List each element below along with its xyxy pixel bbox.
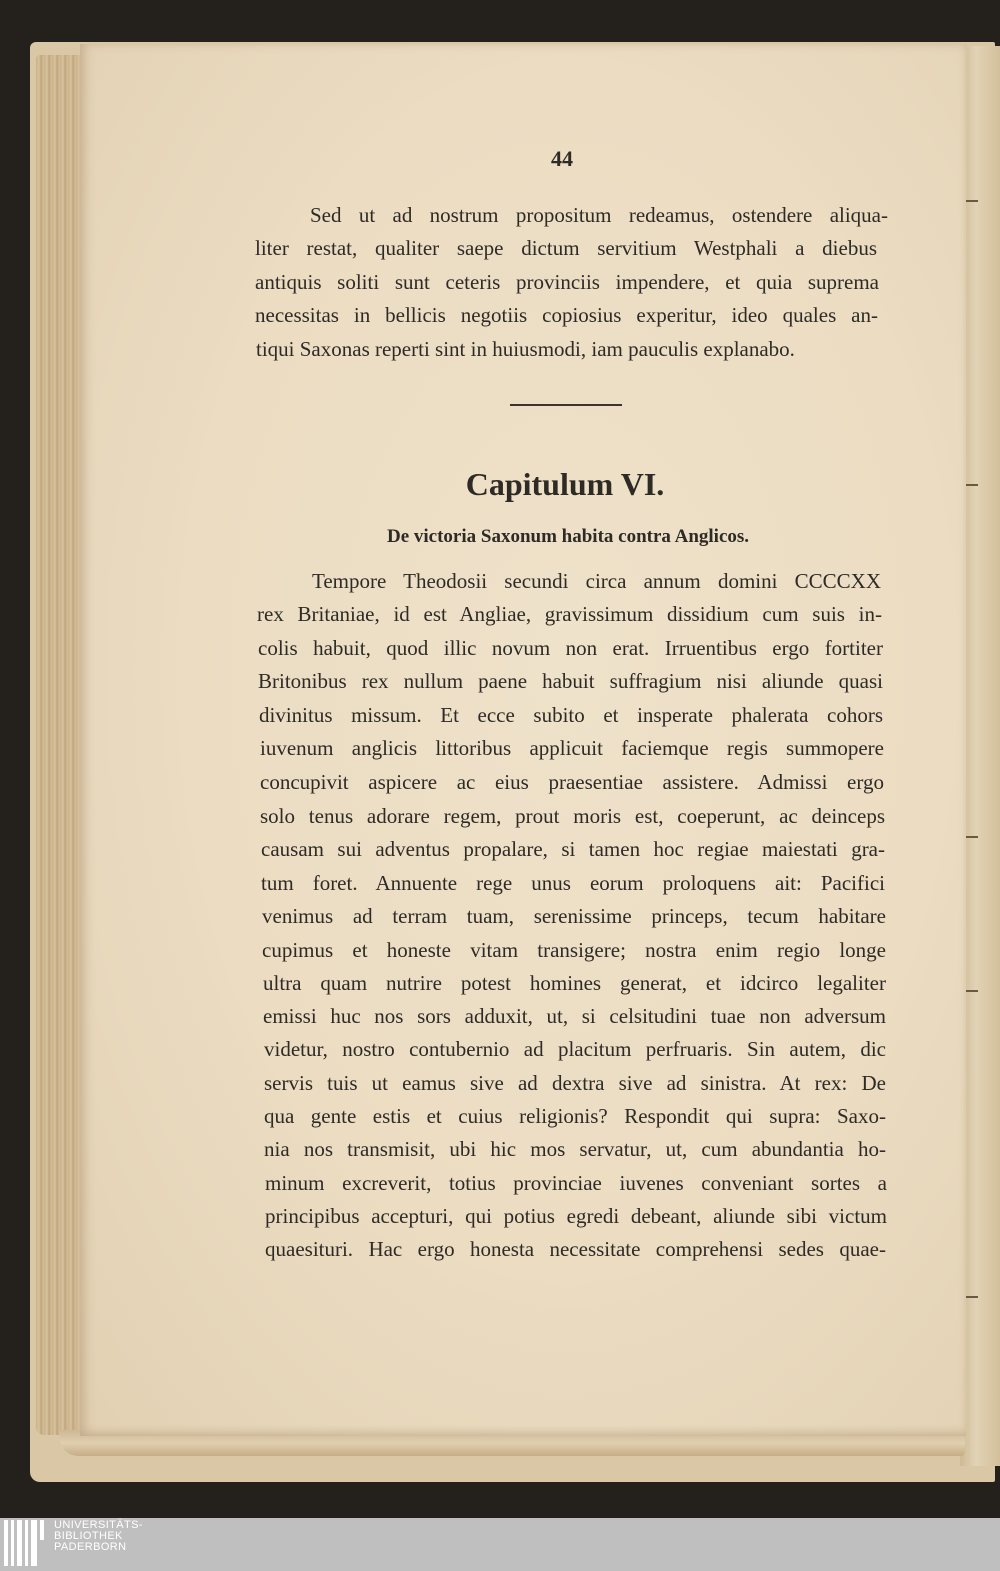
text-line: divinitus missum. Et ecce subito et insperate phalerata cohors	[259, 703, 883, 727]
text-line: Britonibus rex nullum paene habuit suffragium nisi aliunde quasi	[258, 669, 883, 693]
text-line: qua gente estis et cuius religionis? Respondit qui supra: Saxo-	[264, 1104, 886, 1128]
text-line: Tempore Theodosii secundi circa annum domini CCCCXX	[312, 569, 881, 593]
page-edges-right	[960, 46, 1000, 1466]
logo-line: BIBLIOTHEK	[54, 1530, 123, 1542]
page-edges-left	[36, 55, 82, 1435]
text-line: liter restat, qualiter saepe dictum servitium Westphali a diebus	[255, 236, 877, 260]
text-line: causam sui adventus propalare, si tamen hoc regiae maiestati gra-	[261, 837, 885, 861]
text-line: necessitas in bellicis negotiis copiosius experitur, ideo quales an-	[255, 303, 878, 327]
library-logo-text	[54, 1520, 143, 1553]
text-line: iuvenum anglicis littoribus applicuit faciemque regis summopere	[260, 736, 884, 760]
text-line: antiquis soliti sunt ceteris provinciis impendere, et quia suprema	[255, 270, 879, 294]
text-line: minum excreverit, totius provinciae iuvenes conveniant sortes a	[265, 1171, 887, 1195]
text-line: ultra quam nutrire potest homines generat, et idcirco legaliter	[263, 971, 886, 995]
text-line: solo tenus adorare regem, prout moris est, coeperunt, ac deinceps	[260, 804, 885, 828]
text-line: videtur, nostro contubernio ad placitum perfruaris. Sin autem, dic	[264, 1037, 886, 1061]
text-line: quaesituri. Hac ergo honesta necessitate comprehensi sedes quae-	[265, 1237, 886, 1261]
text-line: servis tuis ut eamus sive ad dextra sive ad sinistra. At rex: De	[264, 1071, 886, 1095]
text-line: emissi huc nos sors adduxit, ut, si celsitudini tuae non adversum	[263, 1004, 886, 1028]
text-line: concupivit aspicere ac eius praesentiae assistere. Admissi ergo	[260, 770, 884, 794]
text-line: tum foret. Annuente rege unus eorum proloquens ait: Pacifici	[261, 871, 885, 895]
text-line: tiqui Saxonas reperti sint in huiusmodi, iam pauculis explanabo.	[256, 337, 795, 361]
logo-line: UNIVERSITÄTS-	[54, 1519, 143, 1531]
chapter-heading: Capitulum VI.	[465, 466, 665, 502]
text-line: cupimus et honeste vitam transigere; nostra enim regio longe	[262, 938, 886, 962]
logo-line: PADERBORN	[54, 1541, 127, 1553]
text-line: rex Britaniae, id est Angliae, gravissimum dissidium cum suis in-	[257, 602, 882, 626]
footer-bar	[0, 1518, 1000, 1571]
text-line: venimus ad terram tuam, serenissime princeps, tecum habitare	[262, 904, 886, 928]
section-divider	[510, 404, 622, 406]
page-number: 44	[551, 146, 573, 171]
text-line: principibus accepturi, qui potius egredi debeant, aliunde sibi victum	[265, 1204, 887, 1228]
library-barcode-logo-icon	[2, 1520, 48, 1566]
text-line: colis habuit, quod illic novum non erat. Irruentibus ergo fortiter	[258, 636, 883, 660]
text-line: Sed ut ad nostrum propositum redeamus, ostendere aliqua-	[310, 203, 888, 227]
chapter-subtitle: De victoria Saxonum habita contra Anglicos.	[386, 526, 750, 547]
text-line: nia nos transmisit, ubi hic mos servatur, ut, cum abundantia ho-	[264, 1137, 886, 1161]
